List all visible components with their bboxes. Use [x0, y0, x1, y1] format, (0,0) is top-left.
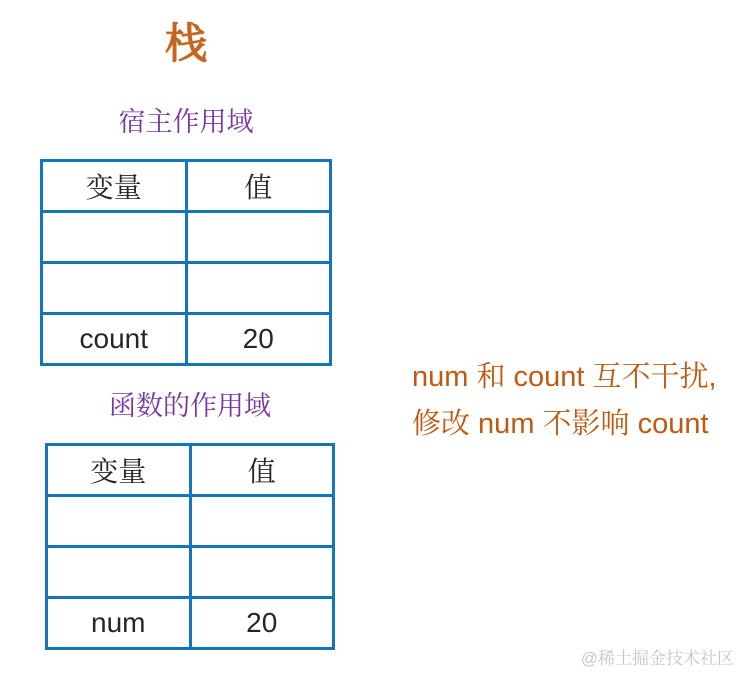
watermark: @稀土掘金技术社区	[580, 649, 734, 668]
column-header-value: 值	[190, 445, 334, 496]
variable-cell	[42, 212, 187, 263]
variable-cell	[47, 496, 191, 547]
column-header-variable: 变量	[42, 161, 187, 212]
variable-cell-count: count	[42, 314, 187, 365]
value-cell-num: 20	[190, 598, 334, 649]
function-scope-table	[45, 443, 335, 650]
value-cell	[186, 212, 331, 263]
function-scope-label: 函数的作用域	[109, 391, 271, 421]
table-row	[42, 212, 331, 263]
note-text	[412, 354, 717, 448]
table-row	[47, 496, 334, 547]
table-header-row	[42, 161, 331, 212]
host-scope-table	[40, 159, 332, 366]
table-row	[42, 314, 331, 365]
column-header-value: 值	[186, 161, 331, 212]
value-cell	[186, 263, 331, 314]
column-header-variable: 变量	[47, 445, 191, 496]
value-cell	[190, 496, 334, 547]
variable-cell-num: num	[47, 598, 191, 649]
variable-cell	[42, 263, 187, 314]
table-header-row	[47, 445, 334, 496]
table-row	[47, 598, 334, 649]
note-line-1: num 和 count 互不干扰,	[412, 361, 717, 393]
table-row	[47, 547, 334, 598]
host-scope-label: 宿主作用域	[118, 107, 254, 137]
value-cell-count: 20	[186, 314, 331, 365]
diagram-title: 栈	[164, 20, 207, 67]
table-row	[42, 263, 331, 314]
note-line-2: 修改 num 不影响 count	[412, 408, 709, 440]
value-cell	[190, 547, 334, 598]
variable-cell	[47, 547, 191, 598]
